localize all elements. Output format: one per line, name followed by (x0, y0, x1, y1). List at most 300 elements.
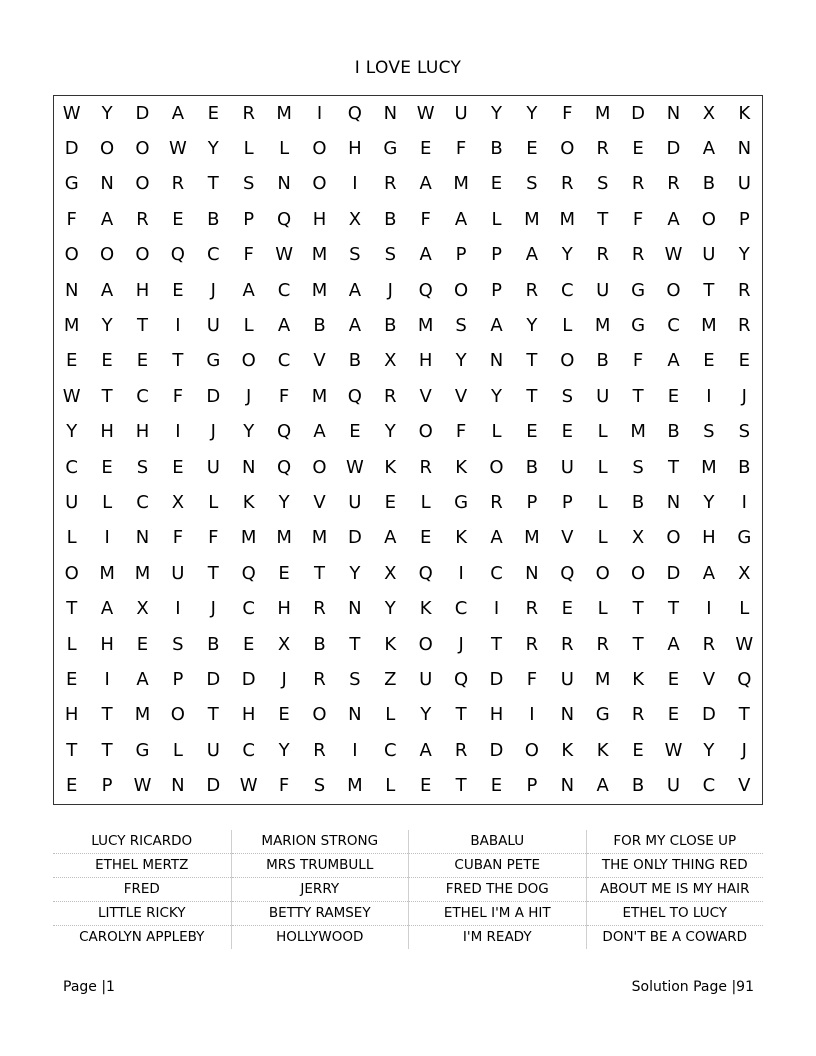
grid-letter[interactable]: O (489, 456, 504, 478)
grid-letter[interactable]: Q (560, 562, 575, 584)
grid-letter[interactable]: P (491, 279, 502, 301)
grid-letter[interactable]: O (454, 279, 469, 301)
grid-letter[interactable]: C (454, 598, 468, 620)
grid-letter[interactable]: R (313, 739, 326, 761)
grid-letter[interactable]: Y (526, 102, 538, 124)
grid-letter[interactable]: O (560, 138, 575, 160)
grid-letter[interactable]: O (100, 138, 115, 160)
grid-letter[interactable]: L (385, 775, 396, 797)
grid-letter[interactable]: C (277, 279, 291, 301)
grid-letter[interactable]: S (349, 669, 361, 691)
grid-letter[interactable]: A (277, 315, 291, 337)
grid-letter[interactable]: C (136, 492, 149, 514)
grid-letter[interactable]: R (313, 598, 326, 620)
grid-letter[interactable]: N (171, 775, 185, 797)
grid-letter[interactable]: U (596, 385, 610, 407)
grid-letter[interactable]: F (420, 208, 431, 230)
grid-letter[interactable]: A (348, 279, 362, 301)
grid-letter[interactable]: V (313, 492, 326, 514)
grid-letter[interactable]: B (207, 633, 220, 655)
grid-letter[interactable]: B (348, 350, 362, 372)
grid-letter[interactable]: E (420, 775, 432, 797)
grid-letter[interactable]: R (738, 315, 751, 337)
grid-letter[interactable]: G (595, 704, 610, 726)
grid-letter[interactable]: V (419, 385, 432, 407)
grid-letter[interactable]: G (631, 279, 646, 301)
grid-letter[interactable]: Y (490, 385, 502, 407)
grid-letter[interactable]: B (667, 421, 680, 443)
grid-letter[interactable]: V (313, 350, 326, 372)
grid-letter[interactable]: E (632, 739, 644, 761)
grid-letter[interactable]: D (206, 385, 221, 407)
grid-letter[interactable]: C (136, 385, 149, 407)
grid-letter[interactable]: R (490, 492, 503, 514)
grid-letter[interactable]: S (596, 173, 609, 195)
grid-letter[interactable]: W (133, 775, 152, 797)
grid-letter[interactable]: Y (207, 138, 219, 160)
grid-letter[interactable]: O (524, 739, 539, 761)
grid-letter[interactable]: E (420, 138, 432, 160)
grid-letter[interactable]: E (632, 138, 644, 160)
grid-letter[interactable]: D (206, 669, 221, 691)
grid-letter[interactable]: D (666, 138, 681, 160)
grid-letter[interactable]: C (490, 562, 503, 584)
grid-letter[interactable]: T (455, 704, 467, 726)
grid-letter[interactable]: A (490, 527, 503, 549)
grid-letter[interactable]: F (632, 208, 644, 230)
grid-letter[interactable]: H (241, 704, 256, 726)
grid-letter[interactable]: G (454, 492, 469, 514)
grid-letter[interactable]: B (702, 173, 716, 195)
grid-letter[interactable]: A (419, 244, 432, 266)
grid-letter[interactable]: R (454, 739, 468, 761)
grid-letter[interactable]: R (171, 173, 185, 195)
grid-letter[interactable]: N (241, 456, 256, 478)
grid-letter[interactable]: X (348, 208, 362, 230)
grid-letter[interactable]: P (101, 775, 113, 797)
grid-letter[interactable]: O (312, 704, 327, 726)
grid-letter[interactable]: T (136, 315, 148, 337)
grid-letter[interactable]: L (597, 492, 608, 514)
grid-letter[interactable]: N (525, 562, 539, 584)
grid-letter[interactable]: N (135, 527, 150, 549)
grid-letter[interactable]: W (168, 138, 187, 160)
grid-letter[interactable]: A (596, 775, 609, 797)
grid-letter[interactable]: C (561, 279, 574, 301)
grid-letter[interactable]: B (207, 208, 220, 230)
grid-letter[interactable]: L (420, 492, 431, 514)
grid-letter[interactable]: Y (420, 704, 432, 726)
grid-letter[interactable]: O (560, 350, 575, 372)
grid-letter[interactable]: R (596, 633, 609, 655)
grid-letter[interactable]: O (595, 562, 610, 584)
grid-letter[interactable]: T (526, 385, 538, 407)
grid-letter[interactable]: E (101, 350, 113, 372)
grid-letter[interactable]: F (172, 385, 184, 407)
grid-letter[interactable]: T (667, 598, 679, 620)
grid-letter[interactable]: W (735, 633, 754, 655)
grid-letter[interactable]: I (706, 385, 712, 407)
grid-letter[interactable]: K (455, 456, 467, 478)
grid-letter[interactable]: B (384, 315, 397, 337)
grid-letter[interactable]: W (62, 385, 81, 407)
grid-letter[interactable]: W (62, 102, 81, 124)
grid-letter[interactable]: B (738, 456, 751, 478)
grid-letter[interactable]: P (172, 669, 184, 691)
grid-letter[interactable]: M (276, 527, 292, 549)
grid-letter[interactable]: X (631, 527, 645, 549)
grid-letter[interactable]: V (561, 527, 574, 549)
grid-letter[interactable]: T (632, 598, 644, 620)
grid-letter[interactable]: U (206, 739, 220, 761)
grid-letter[interactable]: R (631, 173, 645, 195)
grid-letter[interactable]: M (134, 704, 151, 726)
grid-letter[interactable]: W (345, 456, 364, 478)
grid-letter[interactable]: U (560, 669, 574, 691)
grid-letter[interactable]: H (277, 598, 291, 620)
grid-letter[interactable]: N (348, 704, 362, 726)
grid-letter[interactable]: T (207, 704, 219, 726)
grid-letter[interactable]: Y (384, 598, 396, 620)
grid-letter[interactable]: Q (737, 669, 752, 691)
grid-letter[interactable]: J (210, 279, 216, 301)
grid-letter[interactable]: L (208, 492, 219, 514)
grid-letter[interactable]: U (702, 244, 716, 266)
grid-letter[interactable]: O (135, 244, 150, 266)
grid-letter[interactable]: B (313, 315, 326, 337)
grid-letter[interactable]: W (275, 244, 293, 266)
grid-letter[interactable]: H (312, 208, 327, 230)
grid-letter[interactable]: E (349, 421, 361, 443)
grid-letter[interactable]: V (738, 775, 751, 797)
grid-letter[interactable]: X (384, 562, 397, 584)
grid-letter[interactable]: E (136, 350, 149, 372)
grid-letter[interactable]: F (278, 775, 290, 797)
grid-letter[interactable]: D (489, 669, 504, 691)
grid-letter[interactable]: L (597, 527, 608, 549)
grid-letter[interactable]: E (526, 421, 538, 443)
grid-letter[interactable]: A (136, 669, 149, 691)
grid-letter[interactable]: V (702, 669, 716, 691)
grid-letter[interactable]: E (420, 527, 432, 549)
grid-letter[interactable]: R (631, 244, 645, 266)
grid-letter[interactable]: G (631, 315, 646, 337)
grid-letter[interactable]: U (454, 102, 468, 124)
grid-letter[interactable]: E (207, 102, 219, 124)
grid-letter[interactable]: S (561, 385, 574, 407)
grid-letter[interactable]: E (490, 775, 503, 797)
grid-letter[interactable]: E (667, 669, 680, 691)
grid-letter[interactable]: L (562, 315, 573, 337)
grid-letter[interactable]: O (312, 456, 327, 478)
grid-letter[interactable]: O (170, 704, 185, 726)
grid-letter[interactable]: F (243, 244, 254, 266)
grid-letter[interactable]: Q (347, 102, 362, 124)
grid-letter[interactable]: M (99, 562, 115, 584)
grid-letter[interactable]: E (526, 138, 538, 160)
grid-letter[interactable]: I (104, 669, 110, 691)
grid-letter[interactable]: E (66, 350, 78, 372)
grid-letter[interactable]: P (738, 208, 750, 230)
grid-letter[interactable]: Y (243, 421, 255, 443)
grid-letter[interactable]: C (242, 598, 255, 620)
grid-letter[interactable]: P (526, 492, 538, 514)
grid-letter[interactable]: T (632, 385, 644, 407)
grid-letter[interactable]: E (667, 385, 680, 407)
grid-letter[interactable]: L (491, 421, 502, 443)
grid-letter[interactable]: Y (490, 102, 502, 124)
grid-letter[interactable]: L (597, 598, 608, 620)
grid-letter[interactable]: R (596, 244, 609, 266)
grid-letter[interactable]: T (349, 633, 361, 655)
grid-letter[interactable]: B (313, 633, 326, 655)
grid-letter[interactable]: C (384, 739, 397, 761)
grid-letter[interactable]: G (135, 739, 150, 761)
grid-letter[interactable]: M (311, 279, 328, 301)
grid-letter[interactable]: E (172, 456, 184, 478)
grid-letter[interactable]: O (135, 173, 150, 195)
grid-letter[interactable]: M (453, 173, 469, 195)
grid-letter[interactable]: L (243, 138, 254, 160)
grid-letter[interactable]: I (104, 527, 110, 549)
grid-letter[interactable]: Y (455, 350, 467, 372)
grid-letter[interactable]: X (702, 102, 716, 124)
grid-letter[interactable]: F (66, 208, 77, 230)
grid-letter[interactable]: O (312, 173, 327, 195)
grid-letter[interactable]: S (172, 633, 184, 655)
grid-letter[interactable]: K (384, 456, 397, 478)
grid-letter[interactable]: T (101, 385, 113, 407)
grid-letter[interactable]: S (136, 456, 149, 478)
grid-letter[interactable]: I (175, 421, 181, 443)
grid-letter[interactable]: T (172, 350, 184, 372)
grid-letter[interactable]: T (597, 208, 609, 230)
grid-letter[interactable]: D (489, 739, 504, 761)
grid-letter[interactable]: K (738, 102, 751, 124)
grid-letter[interactable]: M (134, 562, 151, 584)
grid-letter[interactable]: T (490, 633, 502, 655)
grid-letter[interactable]: F (208, 527, 219, 549)
grid-letter[interactable]: H (489, 704, 504, 726)
grid-letter[interactable]: B (631, 775, 645, 797)
grid-letter[interactable]: O (241, 350, 256, 372)
grid-letter[interactable]: S (349, 244, 361, 266)
grid-letter[interactable]: J (246, 385, 252, 407)
grid-letter[interactable]: O (100, 244, 115, 266)
grid-letter[interactable]: A (100, 208, 114, 230)
grid-letter[interactable]: T (738, 704, 750, 726)
grid-letter[interactable]: S (384, 244, 397, 266)
grid-letter[interactable]: Y (561, 244, 573, 266)
grid-letter[interactable]: K (242, 492, 255, 514)
grid-letter[interactable]: Q (277, 421, 292, 443)
grid-letter[interactable]: M (63, 315, 80, 337)
grid-letter[interactable]: U (65, 492, 79, 514)
grid-letter[interactable]: W (239, 775, 258, 797)
grid-letter[interactable]: M (594, 315, 611, 337)
grid-letter[interactable]: Q (241, 562, 256, 584)
grid-letter[interactable]: R (419, 456, 432, 478)
grid-letter[interactable]: U (596, 279, 610, 301)
grid-letter[interactable]: N (666, 102, 681, 124)
grid-letter[interactable]: J (210, 421, 216, 443)
grid-letter[interactable]: L (279, 138, 290, 160)
grid-letter[interactable]: T (101, 704, 113, 726)
grid-letter[interactable]: T (455, 775, 467, 797)
grid-letter[interactable]: H (100, 421, 114, 443)
grid-letter[interactable]: R (667, 173, 680, 195)
grid-letter[interactable]: U (171, 562, 185, 584)
grid-letter[interactable]: R (525, 279, 539, 301)
grid-letter[interactable]: F (632, 350, 644, 372)
grid-letter[interactable]: J (387, 279, 393, 301)
grid-letter[interactable]: C (667, 315, 680, 337)
grid-letter[interactable]: M (524, 527, 540, 549)
grid-letter[interactable]: E (243, 633, 255, 655)
grid-letter[interactable]: Y (101, 102, 113, 124)
grid-letter[interactable]: S (313, 775, 326, 797)
grid-letter[interactable]: G (737, 527, 752, 549)
grid-letter[interactable]: A (100, 598, 114, 620)
grid-letter[interactable]: T (313, 562, 325, 584)
grid-letter[interactable]: L (385, 704, 396, 726)
grid-letter[interactable]: L (491, 208, 502, 230)
grid-letter[interactable]: M (701, 315, 717, 337)
grid-letter[interactable]: B (525, 456, 539, 478)
grid-letter[interactable]: E (561, 421, 573, 443)
grid-letter[interactable]: K (455, 527, 467, 549)
grid-letter[interactable]: N (737, 138, 752, 160)
grid-letter[interactable]: N (489, 350, 504, 372)
grid-letter[interactable]: X (136, 598, 149, 620)
grid-letter[interactable]: I (706, 598, 712, 620)
grid-letter[interactable]: M (276, 102, 292, 124)
grid-letter[interactable]: M (311, 244, 328, 266)
grid-letter[interactable]: Y (101, 315, 113, 337)
grid-letter[interactable]: E (738, 350, 750, 372)
grid-letter[interactable]: A (419, 173, 432, 195)
grid-letter[interactable]: I (316, 102, 323, 124)
grid-letter[interactable]: K (384, 633, 397, 655)
grid-letter[interactable]: M (347, 775, 363, 797)
grid-letter[interactable]: R (313, 669, 326, 691)
grid-letter[interactable]: Y (703, 492, 715, 514)
grid-letter[interactable]: E (278, 704, 290, 726)
grid-letter[interactable]: Q (454, 669, 469, 691)
grid-letter[interactable]: D (241, 669, 256, 691)
grid-letter[interactable]: S (526, 173, 538, 195)
grid-letter[interactable]: I (741, 492, 747, 514)
grid-letter[interactable]: E (561, 598, 573, 620)
grid-letter[interactable]: U (737, 173, 751, 195)
grid-letter[interactable]: A (348, 315, 362, 337)
grid-letter[interactable]: Y (526, 315, 538, 337)
grid-letter[interactable]: Y (66, 421, 78, 443)
grid-letter[interactable]: L (597, 421, 608, 443)
grid-letter[interactable]: C (65, 456, 78, 478)
grid-letter[interactable]: R (242, 102, 255, 124)
grid-letter[interactable]: O (666, 279, 681, 301)
grid-letter[interactable]: Y (384, 421, 396, 443)
grid-letter[interactable]: J (458, 633, 464, 655)
grid-letter[interactable]: E (384, 492, 396, 514)
grid-letter[interactable]: I (175, 315, 181, 337)
grid-letter[interactable]: H (348, 138, 362, 160)
grid-letter[interactable]: O (64, 244, 79, 266)
grid-letter[interactable]: Q (418, 562, 433, 584)
grid-letter[interactable]: U (206, 315, 220, 337)
grid-letter[interactable]: H (135, 279, 150, 301)
grid-letter[interactable]: D (701, 704, 716, 726)
grid-letter[interactable]: H (135, 421, 150, 443)
grid-letter[interactable]: O (312, 138, 327, 160)
grid-letter[interactable]: N (666, 492, 681, 514)
grid-letter[interactable]: T (526, 350, 538, 372)
grid-letter[interactable]: C (277, 350, 291, 372)
grid-letter[interactable]: M (311, 385, 328, 407)
grid-letter[interactable]: B (596, 350, 609, 372)
grid-letter[interactable]: Z (384, 669, 397, 691)
grid-letter[interactable]: T (207, 173, 219, 195)
grid-letter[interactable]: X (171, 492, 185, 514)
grid-letter[interactable]: D (64, 138, 79, 160)
grid-letter[interactable]: X (384, 350, 397, 372)
grid-letter[interactable]: U (348, 492, 362, 514)
grid-letter[interactable]: A (702, 562, 716, 584)
grid-letter[interactable]: E (66, 775, 78, 797)
grid-letter[interactable]: B (490, 138, 503, 160)
grid-letter[interactable]: M (240, 527, 257, 549)
grid-letter[interactable]: M (594, 669, 611, 691)
grid-letter[interactable]: F (526, 669, 538, 691)
grid-letter[interactable]: R (561, 173, 574, 195)
grid-letter[interactable]: Y (349, 562, 361, 584)
grid-letter[interactable]: H (702, 527, 716, 549)
grid-letter[interactable]: Q (418, 279, 433, 301)
grid-letter[interactable]: D (631, 102, 646, 124)
grid-letter[interactable]: A (667, 208, 680, 230)
grid-letter[interactable]: O (64, 562, 79, 584)
grid-letter[interactable]: I (458, 562, 464, 584)
grid-letter[interactable]: R (561, 633, 574, 655)
grid-letter[interactable]: B (384, 208, 397, 230)
grid-letter[interactable]: U (666, 775, 681, 797)
grid-letter[interactable]: A (171, 102, 185, 124)
grid-letter[interactable]: T (632, 633, 644, 655)
grid-letter[interactable]: E (66, 669, 78, 691)
grid-letter[interactable]: M (594, 102, 611, 124)
grid-letter[interactable]: G (206, 350, 221, 372)
grid-letter[interactable]: L (66, 527, 77, 549)
grid-letter[interactable]: N (348, 598, 362, 620)
grid-letter[interactable]: W (416, 102, 435, 124)
grid-letter[interactable]: A (667, 633, 680, 655)
grid-letter[interactable]: R (384, 385, 397, 407)
grid-letter[interactable]: O (135, 138, 150, 160)
grid-letter[interactable]: L (597, 456, 608, 478)
grid-letter[interactable]: A (419, 739, 432, 761)
grid-letter[interactable]: A (667, 350, 680, 372)
grid-letter[interactable]: O (701, 208, 716, 230)
grid-letter[interactable]: V (454, 385, 468, 407)
grid-letter[interactable]: U (560, 456, 574, 478)
grid-letter[interactable]: E (172, 208, 184, 230)
grid-letter[interactable]: T (207, 562, 219, 584)
grid-letter[interactable]: T (66, 739, 78, 761)
grid-letter[interactable]: F (455, 421, 467, 443)
grid-letter[interactable]: Y (738, 244, 750, 266)
grid-letter[interactable]: I (493, 598, 500, 620)
